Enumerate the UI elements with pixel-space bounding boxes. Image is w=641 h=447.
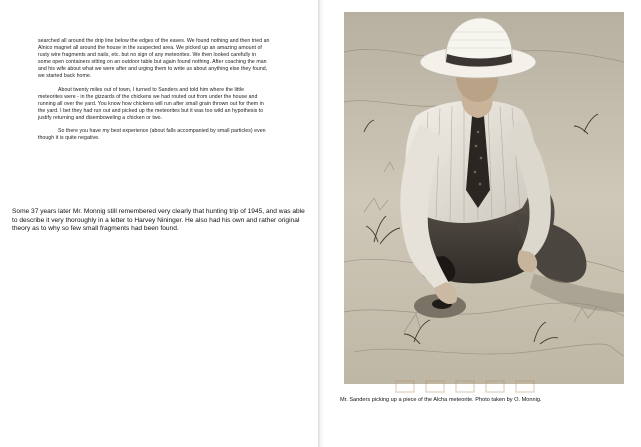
watermark-logo (392, 378, 562, 394)
letter-paragraph: searched all around the drip line below the edges of the eaves. We found nothing and then tried an Alnico magnet all around the house in the suspected area. We picked up an amazing amount of rusty wire fragments and nails, etc. but no sign of any meteorites. We then looked carefully in some open containers sitting on an outdoor table but again found nothing. After coaching the man and his wife about what we were after and urging them to write us about anything else they found, we started back home. (38, 38, 270, 80)
commentary-text (12, 208, 312, 234)
photo-caption: Mr. Sanders picking up a piece of the Alcha meteorite. Photo taken by O. Monnig. (340, 397, 542, 403)
commentary-paragraph: Some 37 years later Mr. Monnig still remembered very clearly that hunting trip of 1945, and was able to describe it very thoroughly in a letter to Harvey Nininger. He also had his own and rather original theory as to why so few small fragments had been found. (12, 208, 305, 233)
letter-paragraph: About twenty miles out of town, I turned to Sanders and told him where the little meteorites were - in the gizzards of the chickens we had routed out from under the house and running all over the yard. You know how chickens will run after small grain thrown out for them in the yard. I bet they had run out and picked up the meteorites but it was too wild an hypothesis to justify returning and disemboweling a chicken or two. (38, 86, 264, 121)
letter-paragraph: So there you have my best experience (about falls accompanied by small particles) even though it is quite negative. (38, 128, 266, 142)
field-photograph (344, 12, 624, 384)
photo-illustration (344, 12, 624, 384)
letter-excerpt (38, 38, 270, 148)
